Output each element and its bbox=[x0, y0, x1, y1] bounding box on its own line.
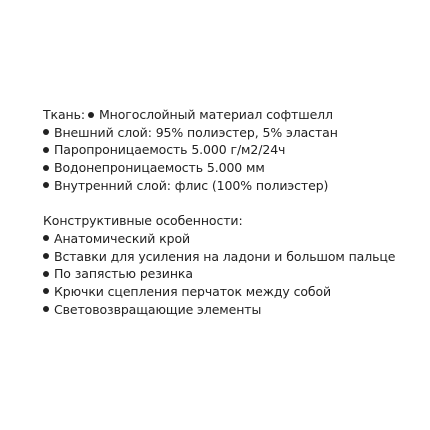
fabric-list-item bbox=[43, 177, 423, 195]
fabric-list-item bbox=[43, 141, 423, 159]
bullet-icon bbox=[43, 129, 49, 135]
feature-item: По запястью резинка bbox=[54, 266, 193, 282]
bullet-icon bbox=[43, 147, 49, 153]
bullet-icon bbox=[43, 235, 49, 241]
fabric-item: Внешний слой: 95% полиэстер, 5% эластан bbox=[54, 124, 338, 140]
bullet-icon bbox=[43, 306, 49, 312]
fabric-list-item bbox=[43, 124, 423, 142]
feature-item: Световозвращающие элементы bbox=[54, 301, 262, 317]
features-list-item bbox=[43, 301, 423, 319]
features-heading bbox=[43, 212, 423, 230]
fabric-item: Паропроницаемость 5.000 г/м2/24ч bbox=[54, 142, 286, 158]
features-label: Конструктивные особенности: bbox=[43, 213, 243, 229]
feature-item: Анатомический крой bbox=[54, 230, 191, 246]
bullet-icon bbox=[43, 253, 49, 259]
feature-item: Вставки для усиления на ладони и большом пальце bbox=[54, 248, 396, 264]
bullet-icon bbox=[43, 288, 49, 294]
features-list-item bbox=[43, 230, 423, 248]
bullet-icon bbox=[43, 165, 49, 171]
fabric-item: Водонепроницаемость 5.000 мм bbox=[54, 160, 265, 176]
features-list-item bbox=[43, 248, 423, 266]
bullet-icon bbox=[88, 112, 94, 118]
fabric-label: Ткань: bbox=[43, 107, 85, 122]
fabric-item: Многослойный материал софтшелл bbox=[99, 107, 333, 122]
fabric-list-item bbox=[43, 159, 423, 177]
features-list-item bbox=[43, 265, 423, 283]
features-list-item bbox=[43, 283, 423, 301]
feature-item: Крючки сцепления перчаток между собой bbox=[54, 283, 332, 299]
fabric-first-line bbox=[43, 106, 423, 124]
bullet-icon bbox=[43, 271, 49, 277]
bullet-icon bbox=[43, 182, 49, 188]
fabric-item: Внутренний слой: флис (100% полиэстер) bbox=[54, 177, 329, 193]
section-spacer bbox=[43, 194, 423, 212]
specs-block bbox=[43, 106, 423, 318]
